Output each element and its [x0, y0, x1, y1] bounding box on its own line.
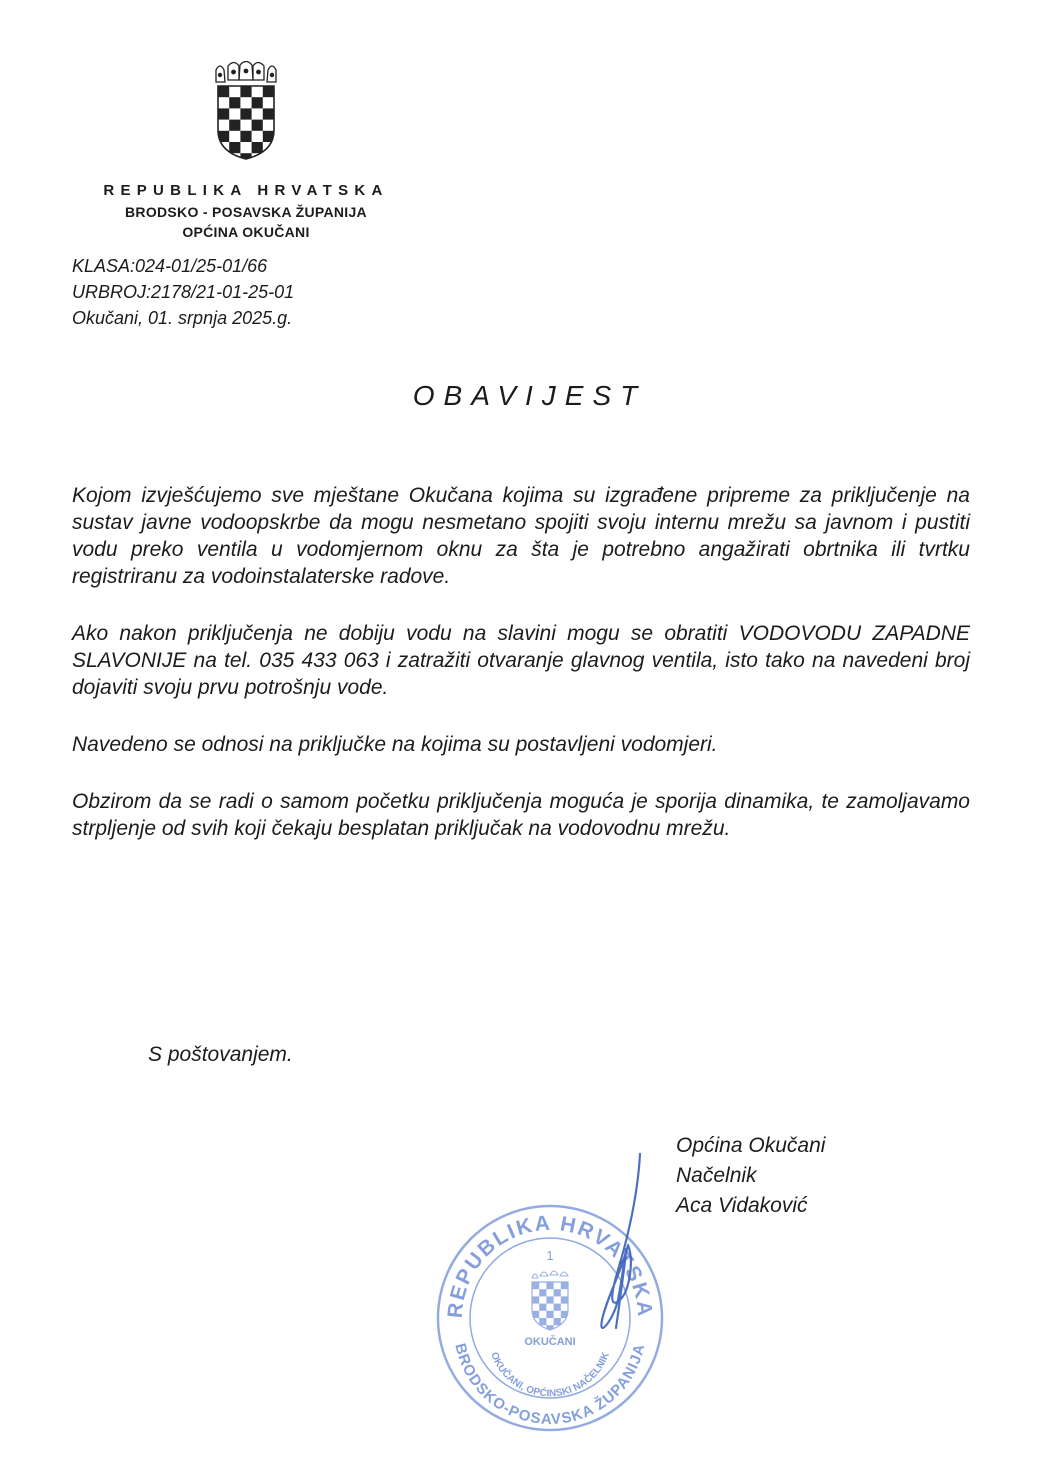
issuer-header	[66, 180, 426, 242]
signature-role: Načelnik	[676, 1164, 757, 1187]
klasa: KLASA:024-01/25-01/66	[72, 256, 268, 276]
paragraph: Ako nakon priključenja ne dobiju vodu na slavini mogu se obratiti VODOVODU ZAPADNE SLAVONIJE na tel. 035 433 063 i zatražiti otvaranje glavnog ventila, isto tako na navedeni broj dojaviti svoju prvu potrošnju vode.	[72, 622, 970, 699]
stamp-bottom-text: BRODSKO-POSAVSKA ŽUPANIJA	[451, 1341, 649, 1429]
svg-text:BRODSKO-POSAVSKA ŽUPANIJA	[451, 1342, 648, 1428]
header-county: BRODSKO - POSAVSKA ŽUPANIJA	[125, 204, 367, 220]
header-municipality: OPĆINA OKUČANI	[182, 224, 310, 240]
stamp-ring-text: OKUČANI, OPĆINSKI NAČELNIK	[488, 1350, 612, 1400]
paragraph: Navedeno se odnosi na priključke na kojima su postavljeni vodomjeri.	[72, 733, 718, 756]
paragraph: Obzirom da se radi o samom početku priključenja moguća je sporija dinamika, te zamoljavamo strpljenje od svih koji čekaju besplatan priključak na vodovodnu mrežu.	[72, 790, 970, 840]
document-meta	[72, 253, 294, 331]
urbroj: URBROJ:2178/21-01-25-01	[72, 282, 295, 302]
coat-of-arms-icon	[212, 60, 280, 160]
stamp-inner-text: OKUČANI	[524, 1336, 576, 1348]
document-title: OBAVIJEST	[412, 380, 647, 411]
signature-name: Aca Vidaković	[676, 1194, 808, 1217]
svg-text:OKUČANI, OPĆINSKI NAČELNIK	[488, 1350, 612, 1399]
document-date: Okučani, 01. srpnja 2025.g.	[72, 308, 293, 328]
stamp-outer-text: REPUBLIKA HRVATSKA	[443, 1211, 657, 1319]
stamp-number: 1	[546, 1248, 554, 1263]
signature-block	[676, 1131, 825, 1221]
signature-org: Općina Okučani	[676, 1134, 826, 1157]
document-body	[72, 482, 970, 872]
header-republic: REPUBLIKA HRVATSKA	[103, 182, 389, 199]
handwritten-signature	[568, 1150, 668, 1350]
paragraph: Kojom izvješćujemo sve mještane Okučana kojima su izgrađene pripreme za priključenje na sustav javne vodoopskrbe da mogu nesmetano spojiti svoju internu mrežu sa javnom i pustiti vodu preko ventila u vodomjernom oknu za šta je potrebno angažirati obrtnika ili tvrtku registriranu za vodoinstalaterske radove.	[72, 484, 970, 588]
stamp-coat-of-arms-icon	[532, 1271, 568, 1332]
closing-salutation: S poštovanjem.	[148, 1043, 293, 1066]
